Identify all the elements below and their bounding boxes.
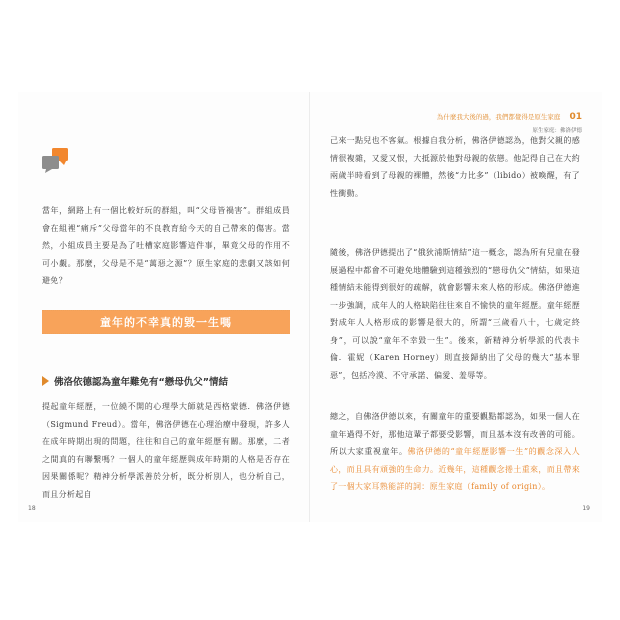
paragraph-2: 隨後，佛洛伊德提出了“俄狄浦斯情結”這一概念，認為所有兒童在發展過程中都會不可避免地體驗到這種強烈的“戀母仇父”情結，如果這種情結未能得到很好的疏解，就會影響未來人格的形成。佛洛伊德進一步強調，成年人的人格缺陷往往來自不愉快的童年經歷。童年經歷對成年人人格形成的影響是很大的，所謂“三歲看八十，七歲定終身”，可以說“童年不幸毀一生”。後來，新精神分析學派的代表卡倫．霍妮（Karen Horney）則直接歸納出了父母的幾大“基本罪惡”，包括冷漠、不守承諾、偏愛、羞辱等。 — [330, 248, 580, 380]
running-subtitle: 原生家庭：佛洛伊德 — [532, 128, 582, 134]
left-page — [18, 92, 308, 522]
paragraph-3-text: 總之，自佛洛伊德以來，有關童年的重要觀點都認為，如果一個人在童年過得不好，那他這輩子都要受影響，而且基本沒有改善的可能。所以大家重視童年。 — [330, 412, 580, 456]
paragraph-1: 己來一點兒也不客氣。根據自我分析，佛洛伊德認為，他對父親的感情很複雜，又愛又恨，大抵源於他對母親的依戀。他記得自己在大約兩歲半時看到了母親的裸體，然後“力比多”（libido）被喚醒，有了性衝動。 — [330, 136, 580, 198]
section-banner — [42, 310, 290, 334]
intro-paragraph: 當年，網路上有一個比較好玩的群組，叫“父母皆禍害”。群組成員會在組裡“痛斥”父母當年的不良教育給今天的自己帶來的傷害。當然，小組成員主要是為了吐槽家庭影響這件事，畢竟父母的作用不可小覷。那麼，父母是不是“萬惡之源”？原生家庭的悲劇又該如何避免？ — [42, 206, 290, 285]
paragraph-3 — [330, 408, 580, 496]
right-page — [310, 92, 600, 522]
running-title: 為什麼我大後的過，我們都覺得是原生家庭 — [436, 113, 561, 121]
body-paragraph: 提起童年經歷，一位繞不開的心理學大師就是西格蒙德．佛洛伊德（Sigmund Freud）。當年，佛洛伊德在心理治療中發現，許多人在成年時期出現的問題，往往和自己的童年經歷有關。那麼，二者之間真的有聯繫嗎？一個人的童年經歷與成年時期的人格是否存在因果關係呢？精神分析學派善於分析，既分析別人，也分析自己，而且分析起自 — [42, 402, 290, 499]
section-banner-title: 童年的不幸真的毀一生嗎 — [100, 316, 232, 329]
running-header — [437, 104, 582, 134]
subheading-text: 佛洛依德認為童年難免有“戀母仇父”情結 — [54, 377, 228, 388]
page-number-left: 18 — [28, 505, 36, 512]
triangle-bullet-icon — [42, 376, 49, 386]
subheading — [42, 374, 228, 388]
chat-bubbles-icon — [40, 148, 70, 174]
page-number-right: 19 — [582, 505, 590, 512]
chapter-number: 01 — [569, 112, 582, 122]
paragraph-3-highlight: 佛洛伊德的“童年經歷影響一生”的觀念深入人心，而且具有頑強的生命力。近幾年，這種觀念捲土重來，而且帶來了一個大家耳熟能詳的詞：原生家庭（family of origin）。 — [330, 447, 580, 491]
